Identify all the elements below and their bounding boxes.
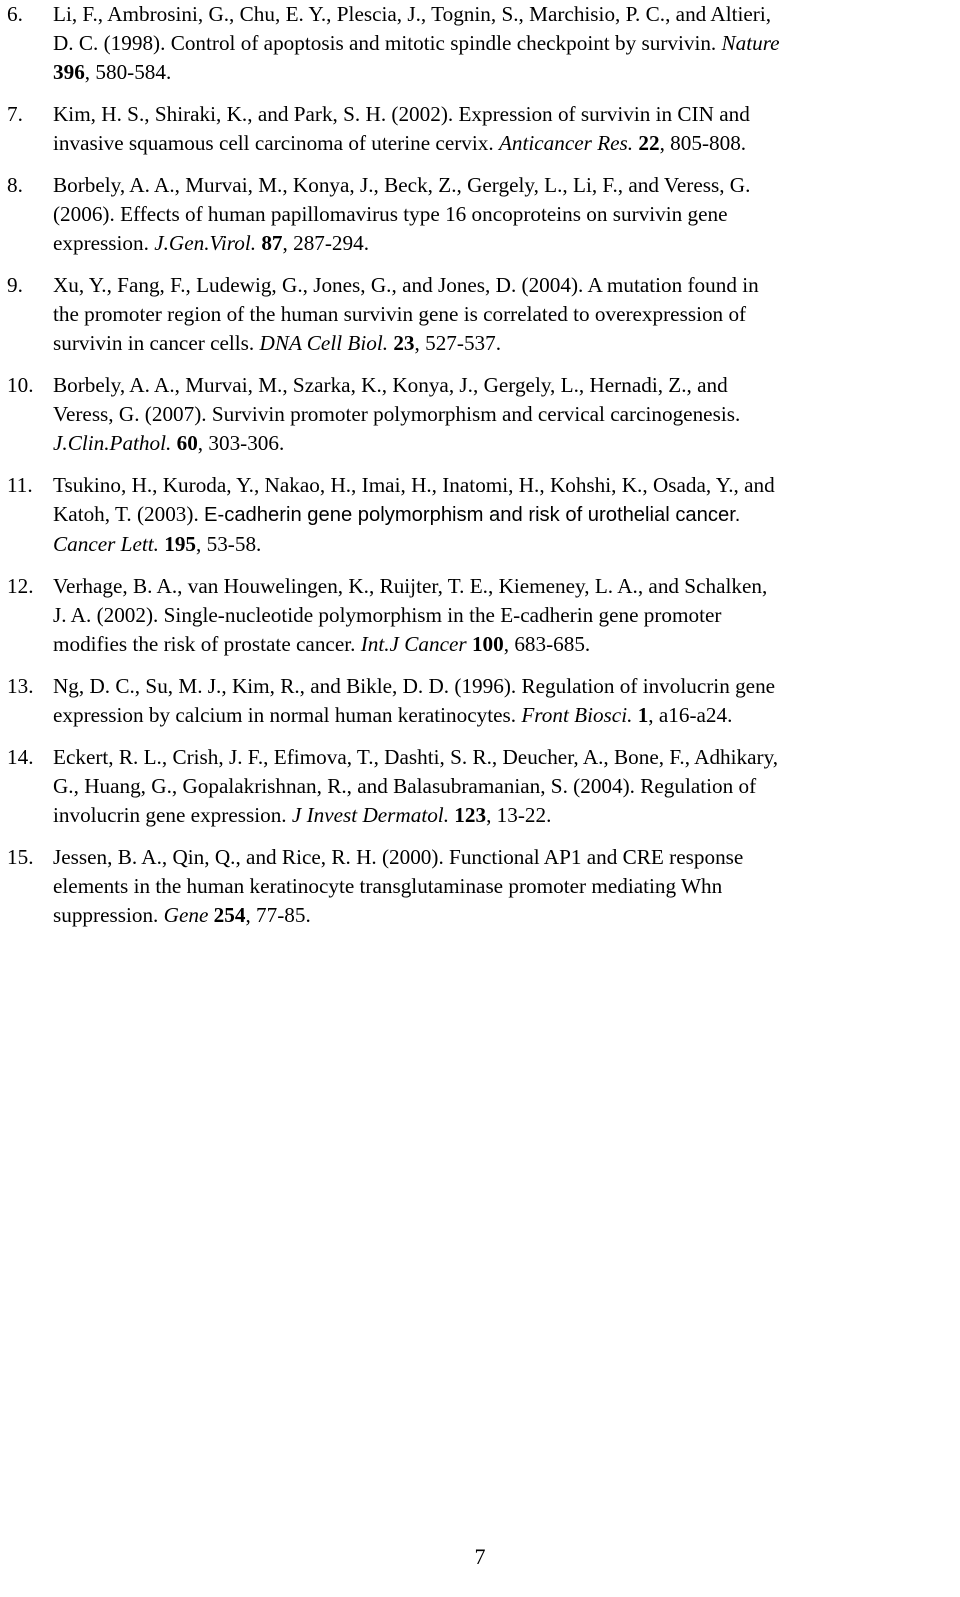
reference-line (53, 471, 952, 500)
reference-number: 8. (7, 173, 23, 197)
reference-item (7, 743, 952, 830)
reference-text: Ng, D. C., Su, M. J., Kim, R., and Bikle, D. D. (1996). Regulation of involucrin gene (53, 674, 776, 698)
volume-number: 254 (213, 903, 246, 927)
reference-text: , a16-a24. (648, 703, 733, 727)
reference-text: Tsukino, H., Kuroda, Y., Nakao, H., Imai, H., Inatomi, H., Kohshi, K., Osada, Y., and (53, 473, 775, 497)
volume-number: 396 (53, 60, 85, 84)
reference-line (53, 200, 952, 229)
volume-number: 87 (261, 231, 283, 255)
reference-text: Verhage, B. A., van Houwelingen, K., Ruijter, T. E., Kiemeney, L. A., and Schalken, (53, 574, 768, 598)
reference-item (7, 471, 952, 559)
reference-line (53, 29, 952, 58)
reference-text: D. C. (1998). Control of apoptosis and mitotic spindle checkpoint by survivin. (53, 31, 722, 55)
journal-name: J Invest Dermatol. (291, 803, 449, 827)
page-number: 7 (474, 1544, 486, 1569)
reference-number: 15. (7, 845, 34, 869)
reference-list (7, 0, 952, 943)
journal-name: Nature (721, 31, 780, 55)
reference-text: Jessen, B. A., Qin, Q., and Rice, R. H. (2000). Functional AP1 and CRE response (53, 845, 744, 869)
reference-line (53, 530, 952, 559)
reference-line (53, 772, 952, 801)
reference-line (53, 271, 952, 300)
reference-line (53, 701, 952, 730)
reference-text: Xu, Y., Fang, F., Ludewig, G., Jones, G., and Jones, D. (2004). A mutation found in (53, 273, 759, 297)
reference-line (53, 843, 952, 872)
reference-line (53, 58, 952, 87)
reference-line (53, 500, 952, 530)
reference-text: modifies the risk of prostate cancer. (53, 632, 361, 656)
reference-item (7, 0, 952, 87)
reference-text: J. A. (2002). Single-nucleotide polymorphism in the E-cadherin gene promoter (53, 603, 722, 627)
reference-line (53, 171, 952, 200)
reference-item (7, 843, 952, 930)
reference-item (7, 572, 952, 659)
reference-line (53, 601, 952, 630)
reference-line (53, 329, 952, 358)
reference-text: , 53-58. (196, 532, 262, 556)
reference-text: , 683-685. (503, 632, 591, 656)
reference-line (53, 400, 952, 429)
reference-item (7, 271, 952, 358)
reference-text: , 77-85. (245, 903, 311, 927)
reference-text: , 287-294. (282, 231, 370, 255)
reference-item (7, 371, 952, 458)
reference-number: 12. (7, 574, 34, 598)
reference-number: 11. (7, 473, 33, 497)
reference-number: 14. (7, 745, 34, 769)
reference-line (53, 872, 952, 901)
reference-text: elements in the human keratinocyte transglutaminase promoter mediating Whn (53, 874, 723, 898)
reference-text: , 13-22. (486, 803, 552, 827)
volume-number: 100 (471, 632, 504, 656)
reference-number: 13. (7, 674, 34, 698)
reference-text: survivin in cancer cells. (53, 331, 260, 355)
journal-name: Cancer Lett. (53, 532, 159, 556)
reference-line (53, 229, 952, 258)
reference-text: Borbely, A. A., Murvai, M., Konya, J., Beck, Z., Gergely, L., Li, F., and Veress, G. (53, 173, 751, 197)
reference-line (53, 572, 952, 601)
reference-line (53, 672, 952, 701)
volume-number: 1 (637, 703, 649, 727)
reference-text: Borbely, A. A., Murvai, M., Szarka, K., Konya, J., Gergely, L., Hernadi, Z., and (53, 373, 728, 397)
reference-line (53, 630, 952, 659)
journal-name: Front Biosci. (521, 703, 633, 727)
reference-item (7, 171, 952, 258)
reference-text: Katoh, T. (2003). (53, 502, 205, 526)
reference-text: Li, F., Ambrosini, G., Chu, E. Y., Plescia, J., Tognin, S., Marchisio, P. C., and Altieri, (53, 2, 771, 26)
reference-line (53, 371, 952, 400)
reference-line (53, 429, 952, 458)
reference-text: the promoter region of the human survivin gene is correlated to overexpression of (53, 302, 747, 326)
volume-number: 60 (176, 431, 198, 455)
journal-name: Int.J Cancer (360, 632, 467, 656)
reference-text: expression. (53, 231, 155, 255)
reference-text: , 527-537. (414, 331, 502, 355)
reference-text: , 805-808. (659, 131, 747, 155)
reference-item (7, 672, 952, 730)
reference-title: E-cadherin gene polymorphism and risk of urothelial cancer. (204, 504, 741, 526)
journal-name: J.Clin.Pathol. (53, 431, 172, 455)
reference-text: Veress, G. (2007). Survivin promoter polymorphism and cervical carcinogenesis. (53, 402, 741, 426)
reference-line (53, 300, 952, 329)
journal-name: DNA Cell Biol. (259, 331, 389, 355)
reference-text: , 580-584. (84, 60, 172, 84)
reference-line (53, 0, 952, 29)
volume-number: 22 (638, 131, 660, 155)
journal-name: Anticancer Res. (498, 131, 634, 155)
volume-number: 195 (164, 532, 197, 556)
reference-text: expression by calcium in normal human keratinocytes. (53, 703, 522, 727)
reference-line (53, 743, 952, 772)
reference-number: 7. (7, 102, 23, 126)
reference-number: 6. (7, 2, 23, 26)
reference-text: invasive squamous cell carcinoma of uterine cervix. (53, 131, 499, 155)
reference-text: involucrin gene expression. (53, 803, 292, 827)
journal-name: J.Gen.Virol. (154, 231, 257, 255)
reference-line (53, 100, 952, 129)
reference-line (53, 801, 952, 830)
reference-number: 9. (7, 273, 23, 297)
reference-text: Eckert, R. L., Crish, J. F., Efimova, T., Dashti, S. R., Deucher, A., Bone, F., Adhikary, (53, 745, 779, 769)
reference-item (7, 100, 952, 158)
reference-number: 10. (7, 373, 34, 397)
reference-text: suppression. (53, 903, 164, 927)
reference-text: (2006). Effects of human papillomavirus type 16 oncoproteins on survivin gene (53, 202, 728, 226)
reference-text: G., Huang, G., Gopalakrishnan, R., and Balasubramanian, S. (2004). Regulation of (53, 774, 757, 798)
volume-number: 123 (454, 803, 487, 827)
journal-name: Gene (163, 903, 209, 927)
reference-line (53, 901, 952, 930)
reference-text: Kim, H. S., Shiraki, K., and Park, S. H. (2002). Expression of survivin in CIN and (53, 102, 750, 126)
reference-text: , 303-306. (197, 431, 285, 455)
reference-line (53, 129, 952, 158)
volume-number: 23 (393, 331, 415, 355)
